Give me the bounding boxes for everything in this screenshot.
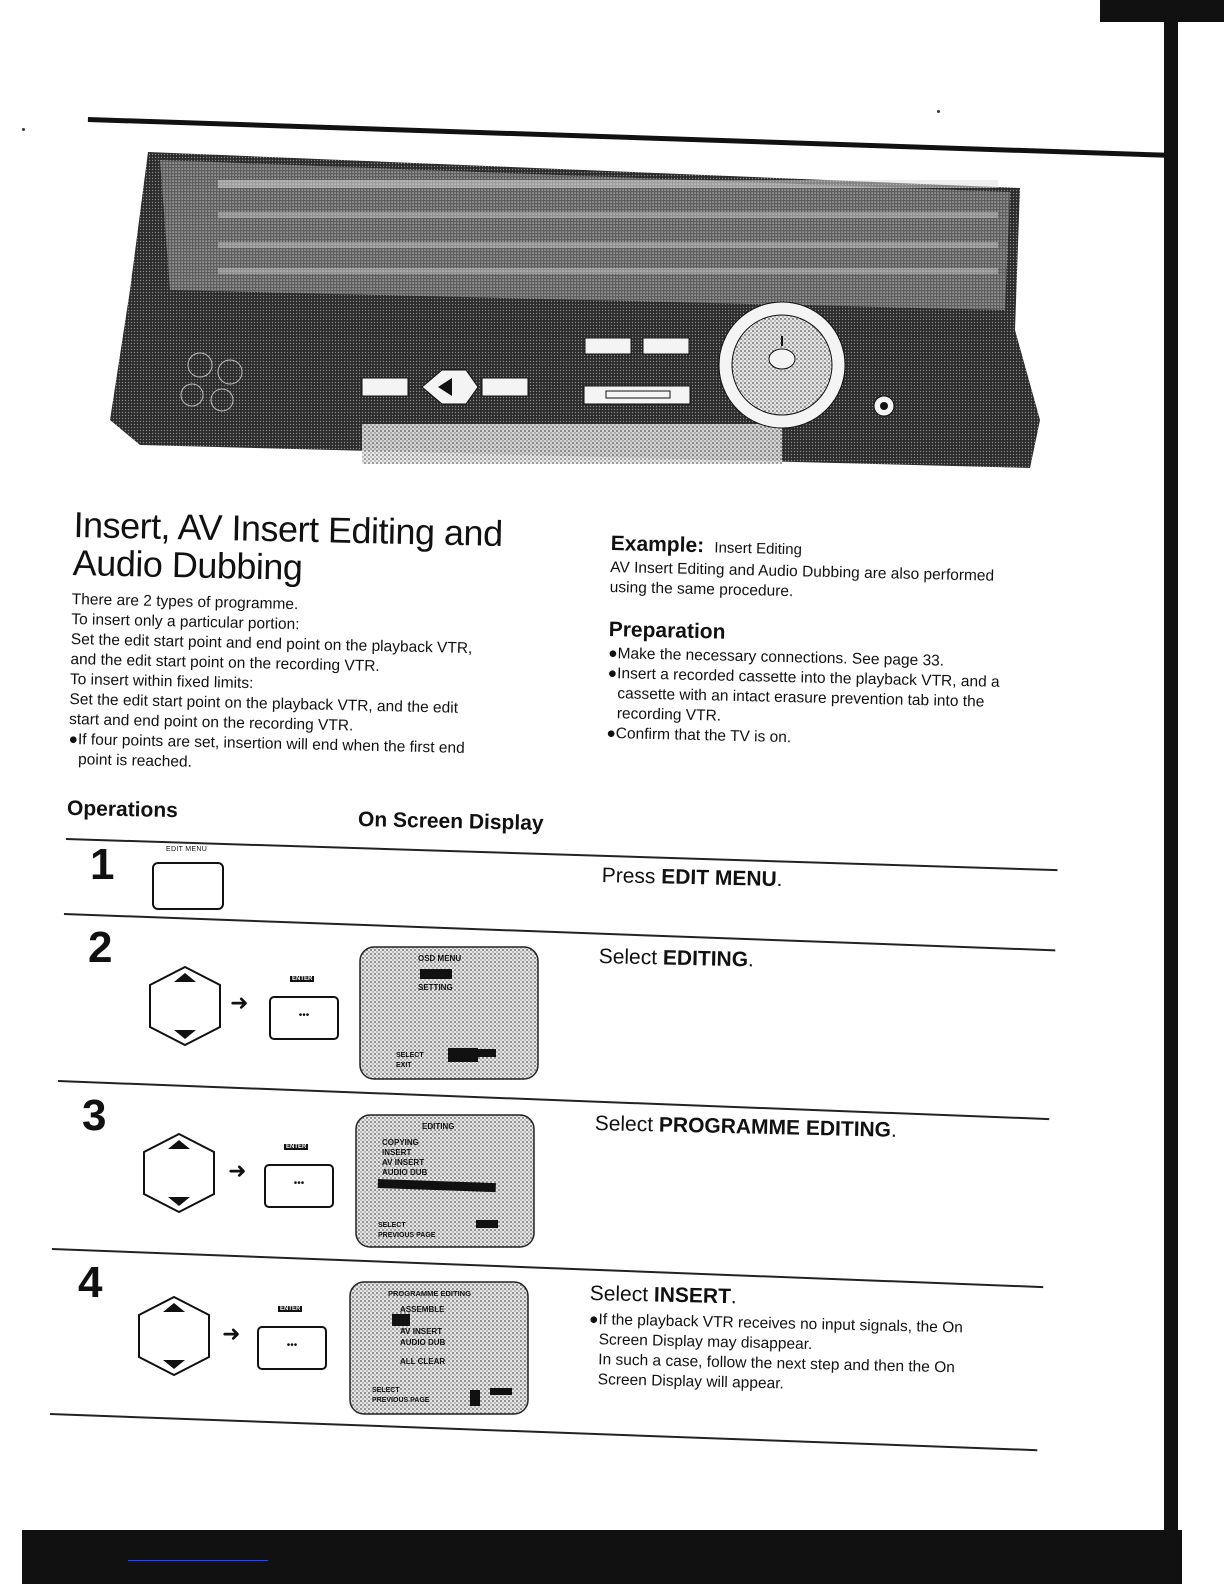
up-down-cursor-key-icon[interactable] xyxy=(146,965,224,1047)
step-instruction-period: . xyxy=(747,948,755,972)
intro-line: start and end point on the recording VTR. xyxy=(68,710,354,735)
osd-footer: SELECT xyxy=(372,1387,400,1394)
enter-key-label: ENTER xyxy=(292,976,313,982)
arrow-right-icon: ➜ xyxy=(228,1158,247,1183)
enter-key-label: ENTER xyxy=(280,1306,301,1312)
note-line: ●If the playback VTR receives no input signals, the On xyxy=(588,1310,964,1337)
step-4-note xyxy=(588,1310,1030,1400)
enter-key[interactable] xyxy=(264,1164,334,1208)
intro-bullet-continued: point is reached. xyxy=(77,751,193,771)
osd-screen-menu xyxy=(358,945,540,1081)
osd-menu-item: AUDIO DUB xyxy=(382,1168,428,1177)
intro-bullet: ●If four points are set, insertion will end when the first end xyxy=(68,730,465,757)
step-instruction-target: PROGRAMME EDITING xyxy=(658,1113,892,1142)
step-divider xyxy=(58,1080,1049,1120)
osd-menu-item: AUDIO DUB xyxy=(400,1338,446,1347)
page-title xyxy=(72,506,523,591)
intro-line: To insert within fixed limits: xyxy=(69,670,254,693)
step-divider xyxy=(50,1413,1037,1451)
osd-menu-item: INSERT xyxy=(382,1148,412,1157)
enter-key[interactable] xyxy=(257,1326,327,1370)
preparation-list xyxy=(606,644,1058,754)
step-instruction-period: . xyxy=(776,867,783,892)
arrow-right-icon: ➜ xyxy=(230,990,249,1015)
operations-heading: Operations xyxy=(66,796,179,823)
on-screen-display-heading: On Screen Display xyxy=(357,808,544,835)
step-instruction-verb: Select xyxy=(594,1112,660,1137)
step-divider xyxy=(64,913,1055,951)
osd-menu-item: SETTING xyxy=(418,983,453,992)
osd-menu-item: ASSEMBLE xyxy=(400,1305,445,1314)
scan-speck xyxy=(937,110,940,113)
osd-footer: PREVIOUS PAGE xyxy=(372,1397,430,1404)
step-number: 4 xyxy=(78,1258,103,1307)
intro-line: There are 2 types of programme. xyxy=(71,590,299,614)
intro-text xyxy=(68,590,532,780)
intro-line: Set the edit start point and end point on the playback VTR, xyxy=(70,630,473,658)
osd-menu-item: COPYING xyxy=(382,1138,419,1147)
preparation-item: ●Confirm that the TV is on. xyxy=(606,724,792,747)
step-1-instruction xyxy=(601,864,782,892)
step-instruction-verb: Select xyxy=(589,1282,655,1307)
osd-title: PROGRAMME EDITING xyxy=(388,1289,471,1298)
vcr-front-panel-illustration xyxy=(100,150,1050,480)
edit-menu-key[interactable] xyxy=(152,862,224,910)
example-label: Example: xyxy=(610,532,705,558)
enter-key-dots: ••• xyxy=(293,1178,305,1189)
preparation-section xyxy=(606,620,1059,754)
up-down-cursor-key-icon[interactable] xyxy=(140,1132,218,1214)
osd-menu-item: AV INSERT xyxy=(382,1158,425,1167)
enter-key[interactable] xyxy=(269,996,339,1040)
osd-menu-item: AV INSERT xyxy=(400,1327,443,1336)
note-line: In such a case, follow the next step and then the On xyxy=(598,1351,956,1377)
note-line: Screen Display will appear. xyxy=(597,1371,785,1393)
step-number: 3 xyxy=(82,1091,107,1140)
preparation-item: ●Make the necessary connections. See page 33. xyxy=(608,644,945,670)
example-section xyxy=(610,534,1061,608)
step-instruction-period: . xyxy=(730,1285,738,1309)
step-instruction-target: EDITING xyxy=(662,946,749,972)
osd-footer: EXIT xyxy=(396,1062,412,1069)
osd-title: EDITING xyxy=(422,1122,455,1131)
osd-screen-programme-editing xyxy=(348,1280,530,1416)
title-line-2: Audio Dubbing xyxy=(72,541,303,588)
osd-footer: SELECT xyxy=(396,1052,424,1059)
osd-footer: PREVIOUS PAGE xyxy=(378,1232,436,1239)
enter-key-label: ENTER xyxy=(286,1144,307,1150)
scan-link-underline xyxy=(128,1560,268,1561)
note-line: Screen Display may disappear. xyxy=(598,1331,813,1354)
preparation-heading: Preparation xyxy=(608,618,726,644)
step-3-instruction xyxy=(594,1112,897,1143)
preparation-item: ●Insert a recorded cassette into the playback VTR, and a xyxy=(607,664,1000,691)
edit-menu-key-label: EDIT MENU xyxy=(166,846,208,853)
page-edge-shadow-bottom xyxy=(22,1530,1182,1584)
page-edge-shadow-right xyxy=(1164,0,1178,1584)
step-2-instruction xyxy=(598,945,754,973)
example-text: AV Insert Editing and Audio Dubbing are also performed xyxy=(610,558,995,585)
step-instruction-verb: Select xyxy=(598,945,664,970)
step-number: 2 xyxy=(88,923,113,972)
step-4-instruction xyxy=(588,1282,1030,1400)
preparation-item-continued: cassette with an intact erasure prevention tab into the xyxy=(617,685,985,711)
example-subject: Insert Editing xyxy=(714,539,803,559)
step-divider xyxy=(52,1248,1043,1288)
osd-menu-item: ALL CLEAR xyxy=(400,1357,446,1366)
title-line-1: Insert, AV Insert Editing and xyxy=(73,504,504,554)
example-text: using the same procedure. xyxy=(609,578,794,601)
intro-line: and the edit start point on the recording VTR. xyxy=(70,650,380,675)
up-down-cursor-key-icon[interactable] xyxy=(135,1295,213,1377)
step-instruction-target: INSERT xyxy=(653,1283,732,1309)
intro-line: To insert only a particular portion: xyxy=(71,610,300,634)
enter-key-dots: ••• xyxy=(286,1340,298,1351)
osd-title: OSD MENU xyxy=(418,954,462,963)
step-instruction-target: EDIT MENU xyxy=(660,865,777,891)
osd-screen-editing xyxy=(354,1113,536,1249)
preparation-item-continued: recording VTR. xyxy=(616,705,722,725)
step-instruction-period: . xyxy=(890,1118,898,1142)
page-edge-shadow xyxy=(1100,0,1224,22)
step-number: 1 xyxy=(90,840,115,889)
step-instruction-verb: Press xyxy=(601,864,662,889)
scan-speck xyxy=(22,128,25,131)
enter-key-dots: ••• xyxy=(298,1010,310,1021)
osd-footer: SELECT xyxy=(378,1222,406,1229)
arrow-right-icon: ➜ xyxy=(222,1321,241,1346)
intro-line: Set the edit start point on the playback VTR, and the edit xyxy=(69,690,459,717)
